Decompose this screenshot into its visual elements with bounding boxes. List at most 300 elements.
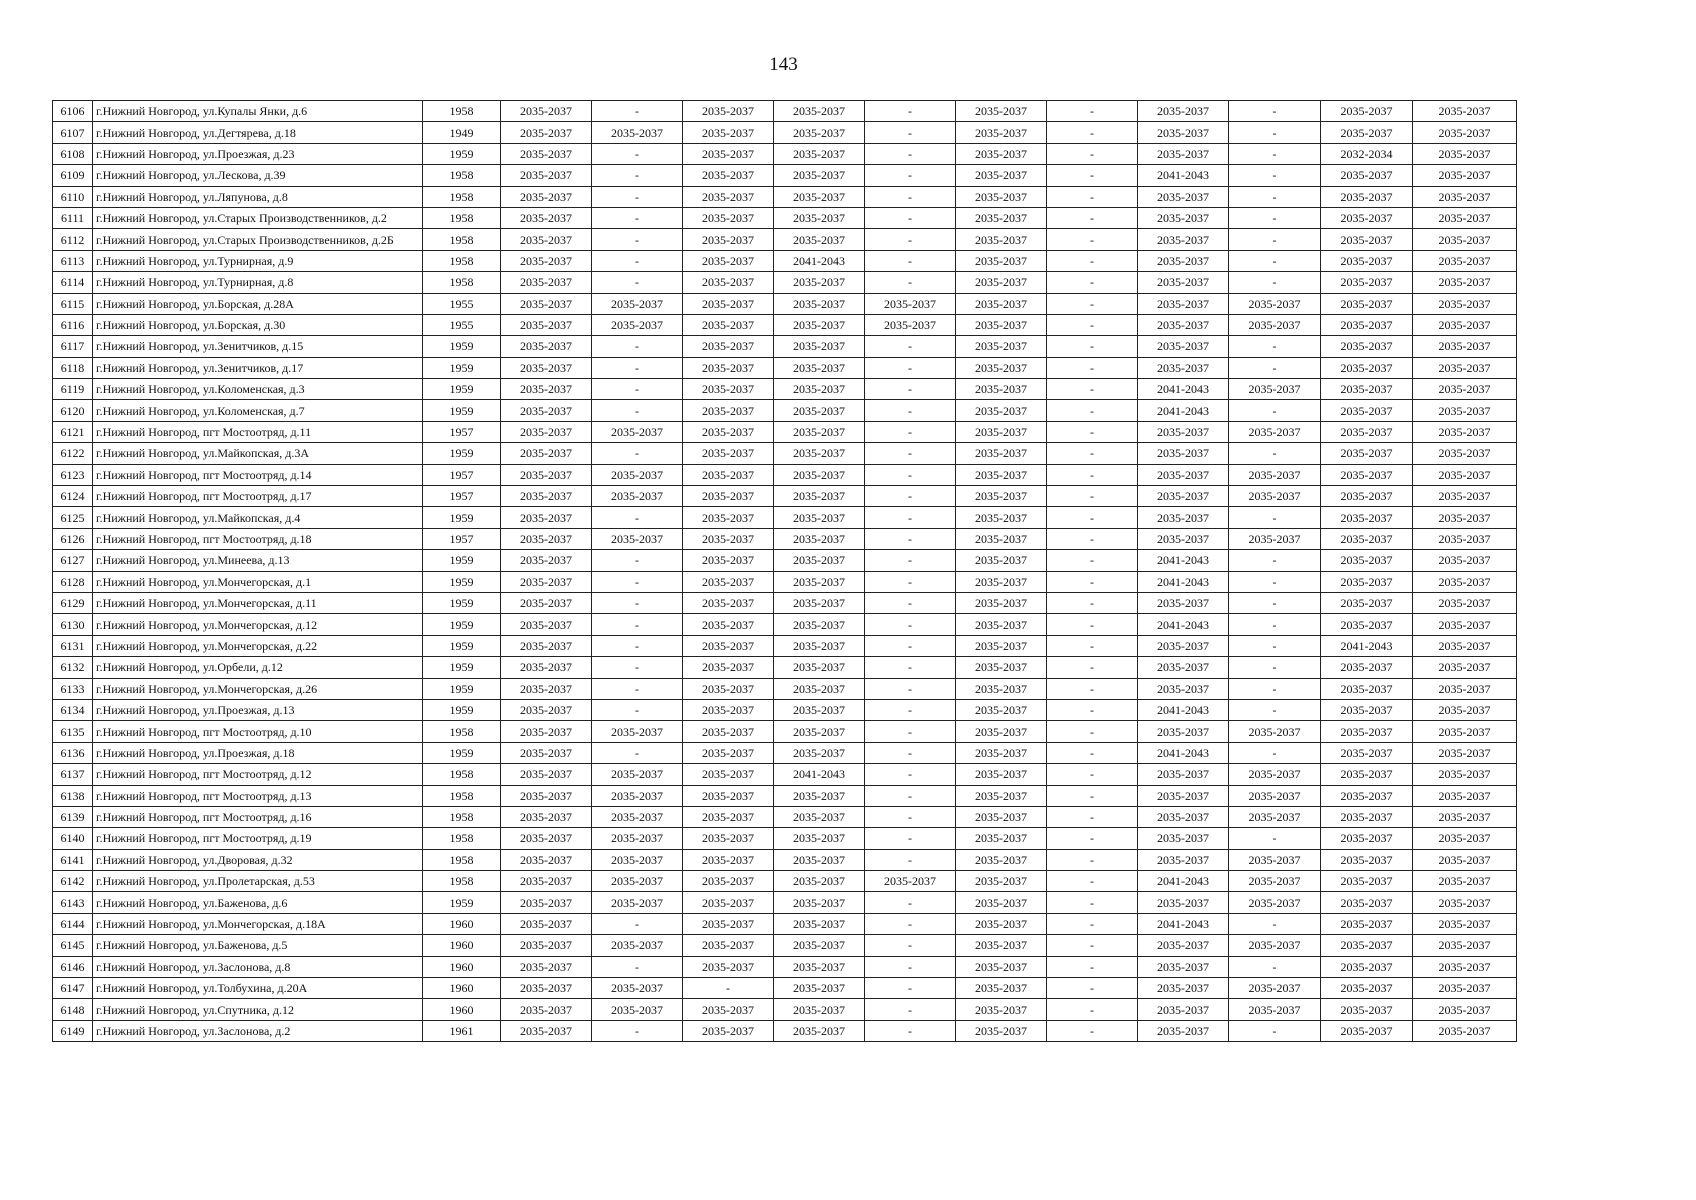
period-cell-9: - <box>1229 229 1321 250</box>
row-number-cell: 6127 <box>53 550 93 571</box>
period-cell-10: 2035-2037 <box>1321 507 1413 528</box>
period-cell-3: 2035-2037 <box>683 464 774 485</box>
period-cell-11: 2035-2037 <box>1413 828 1517 849</box>
period-cell-2: - <box>592 1020 683 1041</box>
period-cell-1: 2035-2037 <box>501 742 592 763</box>
period-cell-10: 2035-2037 <box>1321 464 1413 485</box>
row-number-cell: 6106 <box>53 101 93 122</box>
row-number-cell: 6121 <box>53 421 93 442</box>
period-cell-3: 2035-2037 <box>683 892 774 913</box>
period-cell-4: 2035-2037 <box>774 978 865 999</box>
period-cell-9: - <box>1229 1020 1321 1041</box>
period-cell-6: 2035-2037 <box>956 464 1047 485</box>
table-row <box>53 999 1517 1020</box>
period-cell-3: 2035-2037 <box>683 379 774 400</box>
period-cell-3: 2035-2037 <box>683 721 774 742</box>
period-cell-4: 2035-2037 <box>774 999 865 1020</box>
period-cell-11: 2035-2037 <box>1413 614 1517 635</box>
period-cell-4: 2035-2037 <box>774 592 865 613</box>
period-cell-9: - <box>1229 400 1321 421</box>
period-cell-11: 2035-2037 <box>1413 999 1517 1020</box>
period-cell-7: - <box>1047 528 1138 549</box>
period-cell-3: 2035-2037 <box>683 592 774 613</box>
year-cell: 1949 <box>423 122 501 143</box>
period-cell-4: 2035-2037 <box>774 699 865 720</box>
period-cell-1: 2035-2037 <box>501 229 592 250</box>
table-row <box>53 892 1517 913</box>
year-cell: 1960 <box>423 999 501 1020</box>
row-number-cell: 6111 <box>53 207 93 228</box>
period-cell-1: 2035-2037 <box>501 464 592 485</box>
row-number-cell: 6114 <box>53 272 93 293</box>
period-cell-3: 2035-2037 <box>683 828 774 849</box>
period-cell-1: 2035-2037 <box>501 250 592 271</box>
row-number-cell: 6148 <box>53 999 93 1020</box>
address-cell: г.Нижний Новгород, ул.Майкопская, д.4 <box>93 507 423 528</box>
period-cell-11: 2035-2037 <box>1413 956 1517 977</box>
period-cell-8: 2035-2037 <box>1138 143 1229 164</box>
period-cell-8: 2041-2043 <box>1138 699 1229 720</box>
period-cell-8: 2035-2037 <box>1138 314 1229 335</box>
period-cell-7: - <box>1047 678 1138 699</box>
period-cell-2: - <box>592 165 683 186</box>
row-number-cell: 6116 <box>53 314 93 335</box>
table-row <box>53 699 1517 720</box>
period-cell-2: - <box>592 250 683 271</box>
period-cell-4: 2035-2037 <box>774 935 865 956</box>
address-cell: г.Нижний Новгород, ул.Зенитчиков, д.15 <box>93 336 423 357</box>
table-row <box>53 657 1517 678</box>
period-cell-3: 2035-2037 <box>683 400 774 421</box>
period-cell-6: 2035-2037 <box>956 764 1047 785</box>
period-cell-10: 2035-2037 <box>1321 956 1413 977</box>
period-cell-2: 2035-2037 <box>592 486 683 507</box>
year-cell: 1959 <box>423 892 501 913</box>
period-cell-7: - <box>1047 122 1138 143</box>
period-cell-1: 2035-2037 <box>501 935 592 956</box>
table-row <box>53 143 1517 164</box>
address-cell: г.Нижний Новгород, ул.Толбухина, д.20А <box>93 978 423 999</box>
table-row <box>53 1020 1517 1041</box>
period-cell-7: - <box>1047 229 1138 250</box>
period-cell-2: 2035-2037 <box>592 892 683 913</box>
table-row <box>53 828 1517 849</box>
period-cell-1: 2035-2037 <box>501 400 592 421</box>
period-cell-10: 2035-2037 <box>1321 1020 1413 1041</box>
period-cell-4: 2035-2037 <box>774 956 865 977</box>
period-cell-7: - <box>1047 250 1138 271</box>
period-cell-9: - <box>1229 592 1321 613</box>
period-cell-8: 2035-2037 <box>1138 464 1229 485</box>
period-cell-11: 2035-2037 <box>1413 421 1517 442</box>
period-cell-9: - <box>1229 122 1321 143</box>
period-cell-9: 2035-2037 <box>1229 999 1321 1020</box>
period-cell-10: 2041-2043 <box>1321 635 1413 656</box>
period-cell-2: - <box>592 229 683 250</box>
address-cell: г.Нижний Новгород, ул.Коломенская, д.3 <box>93 379 423 400</box>
period-cell-8: 2035-2037 <box>1138 101 1229 122</box>
period-cell-10: 2035-2037 <box>1321 101 1413 122</box>
period-cell-1: 2035-2037 <box>501 592 592 613</box>
address-cell: г.Нижний Новгород, ул.Пролетарская, д.53 <box>93 871 423 892</box>
year-cell: 1958 <box>423 785 501 806</box>
period-cell-3: 2035-2037 <box>683 1020 774 1041</box>
table-row <box>53 913 1517 934</box>
table-row <box>53 956 1517 977</box>
period-cell-9: 2035-2037 <box>1229 849 1321 870</box>
period-cell-1: 2035-2037 <box>501 1020 592 1041</box>
row-number-cell: 6126 <box>53 528 93 549</box>
table-body <box>53 101 1517 1042</box>
period-cell-2: - <box>592 207 683 228</box>
address-cell: г.Нижний Новгород, пгт Мостоотряд, д.11 <box>93 421 423 442</box>
period-cell-8: 2035-2037 <box>1138 828 1229 849</box>
period-cell-9: - <box>1229 571 1321 592</box>
period-cell-2: - <box>592 635 683 656</box>
row-number-cell: 6130 <box>53 614 93 635</box>
row-number-cell: 6122 <box>53 443 93 464</box>
period-cell-8: 2035-2037 <box>1138 935 1229 956</box>
table-row <box>53 229 1517 250</box>
period-cell-7: - <box>1047 443 1138 464</box>
period-cell-7: - <box>1047 913 1138 934</box>
row-number-cell: 6128 <box>53 571 93 592</box>
period-cell-1: 2035-2037 <box>501 336 592 357</box>
period-cell-8: 2035-2037 <box>1138 657 1229 678</box>
period-cell-11: 2035-2037 <box>1413 229 1517 250</box>
period-cell-1: 2035-2037 <box>501 186 592 207</box>
period-cell-11: 2035-2037 <box>1413 528 1517 549</box>
table-row <box>53 165 1517 186</box>
address-cell: г.Нижний Новгород, ул.Мончегорская, д.18А <box>93 913 423 934</box>
period-cell-4: 2035-2037 <box>774 336 865 357</box>
period-cell-4: 2035-2037 <box>774 507 865 528</box>
period-cell-6: 2035-2037 <box>956 507 1047 528</box>
period-cell-1: 2035-2037 <box>501 421 592 442</box>
period-cell-5: 2035-2037 <box>865 314 956 335</box>
period-cell-11: 2035-2037 <box>1413 913 1517 934</box>
period-cell-5: - <box>865 550 956 571</box>
year-cell: 1957 <box>423 486 501 507</box>
period-cell-3: 2035-2037 <box>683 871 774 892</box>
row-number-cell: 6149 <box>53 1020 93 1041</box>
year-cell: 1959 <box>423 571 501 592</box>
period-cell-6: 2035-2037 <box>956 828 1047 849</box>
period-cell-1: 2035-2037 <box>501 379 592 400</box>
period-cell-7: - <box>1047 956 1138 977</box>
address-cell: г.Нижний Новгород, ул.Баженова, д.6 <box>93 892 423 913</box>
period-cell-5: - <box>865 400 956 421</box>
period-cell-7: - <box>1047 165 1138 186</box>
period-cell-1: 2035-2037 <box>501 828 592 849</box>
period-cell-9: 2035-2037 <box>1229 421 1321 442</box>
period-cell-9: 2035-2037 <box>1229 486 1321 507</box>
period-cell-3: 2035-2037 <box>683 913 774 934</box>
row-number-cell: 6140 <box>53 828 93 849</box>
period-cell-7: - <box>1047 143 1138 164</box>
period-cell-3: 2035-2037 <box>683 785 774 806</box>
period-cell-1: 2035-2037 <box>501 678 592 699</box>
table-row <box>53 785 1517 806</box>
period-cell-3: 2035-2037 <box>683 678 774 699</box>
period-cell-6: 2035-2037 <box>956 785 1047 806</box>
address-cell: г.Нижний Новгород, ул.Проезжая, д.18 <box>93 742 423 763</box>
period-cell-8: 2035-2037 <box>1138 956 1229 977</box>
period-cell-7: - <box>1047 892 1138 913</box>
address-cell: г.Нижний Новгород, пгт Мостоотряд, д.14 <box>93 464 423 485</box>
period-cell-8: 2041-2043 <box>1138 400 1229 421</box>
period-cell-7: - <box>1047 871 1138 892</box>
period-cell-10: 2035-2037 <box>1321 550 1413 571</box>
year-cell: 1958 <box>423 207 501 228</box>
period-cell-5: 2035-2037 <box>865 293 956 314</box>
period-cell-8: 2041-2043 <box>1138 913 1229 934</box>
period-cell-3: 2035-2037 <box>683 764 774 785</box>
period-cell-1: 2035-2037 <box>501 550 592 571</box>
address-cell: г.Нижний Новгород, ул.Майкопская, д.3А <box>93 443 423 464</box>
period-cell-11: 2035-2037 <box>1413 678 1517 699</box>
row-number-cell: 6117 <box>53 336 93 357</box>
period-cell-5: - <box>865 443 956 464</box>
address-cell: г.Нижний Новгород, ул.Спутника, д.12 <box>93 999 423 1020</box>
table-row <box>53 871 1517 892</box>
period-cell-1: 2035-2037 <box>501 871 592 892</box>
row-number-cell: 6133 <box>53 678 93 699</box>
period-cell-1: 2035-2037 <box>501 635 592 656</box>
table-row <box>53 721 1517 742</box>
period-cell-5: - <box>865 828 956 849</box>
year-cell: 1958 <box>423 165 501 186</box>
period-cell-11: 2035-2037 <box>1413 571 1517 592</box>
period-cell-5: - <box>865 357 956 378</box>
table-row <box>53 571 1517 592</box>
period-cell-10: 2035-2037 <box>1321 122 1413 143</box>
period-cell-3: 2035-2037 <box>683 165 774 186</box>
period-cell-2: 2035-2037 <box>592 293 683 314</box>
period-cell-10: 2035-2037 <box>1321 828 1413 849</box>
period-cell-1: 2035-2037 <box>501 956 592 977</box>
period-cell-4: 2035-2037 <box>774 421 865 442</box>
year-cell: 1958 <box>423 101 501 122</box>
period-cell-9: - <box>1229 657 1321 678</box>
period-cell-10: 2035-2037 <box>1321 571 1413 592</box>
table-row <box>53 421 1517 442</box>
period-cell-4: 2035-2037 <box>774 828 865 849</box>
period-cell-11: 2035-2037 <box>1413 486 1517 507</box>
address-cell: г.Нижний Новгород, ул.Дегтярева, д.18 <box>93 122 423 143</box>
address-cell: г.Нижний Новгород, ул.Орбели, д.12 <box>93 657 423 678</box>
period-cell-2: - <box>592 143 683 164</box>
period-cell-10: 2035-2037 <box>1321 657 1413 678</box>
period-cell-8: 2041-2043 <box>1138 871 1229 892</box>
period-cell-6: 2035-2037 <box>956 400 1047 421</box>
period-cell-5: - <box>865 186 956 207</box>
period-cell-1: 2035-2037 <box>501 785 592 806</box>
period-cell-2: 2035-2037 <box>592 935 683 956</box>
period-cell-8: 2035-2037 <box>1138 293 1229 314</box>
address-cell: г.Нижний Новгород, пгт Мостоотряд, д.19 <box>93 828 423 849</box>
row-number-cell: 6113 <box>53 250 93 271</box>
period-cell-11: 2035-2037 <box>1413 935 1517 956</box>
period-cell-1: 2035-2037 <box>501 806 592 827</box>
period-cell-8: 2035-2037 <box>1138 207 1229 228</box>
address-cell: г.Нижний Новгород, пгт Мостоотряд, д.12 <box>93 764 423 785</box>
period-cell-2: 2035-2037 <box>592 999 683 1020</box>
period-cell-5: - <box>865 657 956 678</box>
period-cell-10: 2035-2037 <box>1321 978 1413 999</box>
period-cell-10: 2035-2037 <box>1321 272 1413 293</box>
period-cell-5: - <box>865 229 956 250</box>
period-cell-8: 2035-2037 <box>1138 272 1229 293</box>
period-cell-6: 2035-2037 <box>956 678 1047 699</box>
period-cell-4: 2035-2037 <box>774 635 865 656</box>
period-cell-1: 2035-2037 <box>501 122 592 143</box>
period-cell-5: - <box>865 956 956 977</box>
period-cell-6: 2035-2037 <box>956 165 1047 186</box>
period-cell-11: 2035-2037 <box>1413 186 1517 207</box>
period-cell-4: 2035-2037 <box>774 1020 865 1041</box>
table-row <box>53 507 1517 528</box>
period-cell-11: 2035-2037 <box>1413 978 1517 999</box>
period-cell-5: - <box>865 165 956 186</box>
table-row <box>53 336 1517 357</box>
period-cell-1: 2035-2037 <box>501 528 592 549</box>
table-row <box>53 678 1517 699</box>
row-number-cell: 6146 <box>53 956 93 977</box>
period-cell-7: - <box>1047 486 1138 507</box>
period-cell-10: 2035-2037 <box>1321 785 1413 806</box>
year-cell: 1959 <box>423 379 501 400</box>
period-cell-6: 2035-2037 <box>956 314 1047 335</box>
period-cell-4: 2035-2037 <box>774 528 865 549</box>
period-cell-6: 2035-2037 <box>956 122 1047 143</box>
period-cell-11: 2035-2037 <box>1413 400 1517 421</box>
table-row <box>53 443 1517 464</box>
period-cell-9: - <box>1229 165 1321 186</box>
address-cell: г.Нижний Новгород, ул.Дворовая, д.32 <box>93 849 423 870</box>
address-cell: г.Нижний Новгород, ул.Мончегорская, д.12 <box>93 614 423 635</box>
table-row <box>53 550 1517 571</box>
period-cell-11: 2035-2037 <box>1413 764 1517 785</box>
period-cell-8: 2035-2037 <box>1138 764 1229 785</box>
period-cell-11: 2035-2037 <box>1413 314 1517 335</box>
year-cell: 1958 <box>423 250 501 271</box>
period-cell-3: 2035-2037 <box>683 336 774 357</box>
period-cell-4: 2035-2037 <box>774 186 865 207</box>
period-cell-6: 2035-2037 <box>956 443 1047 464</box>
table-row <box>53 978 1517 999</box>
period-cell-4: 2035-2037 <box>774 293 865 314</box>
period-cell-1: 2035-2037 <box>501 571 592 592</box>
address-cell: г.Нижний Новгород, ул.Заслонова, д.8 <box>93 956 423 977</box>
period-cell-3: 2035-2037 <box>683 122 774 143</box>
period-cell-9: - <box>1229 635 1321 656</box>
period-cell-8: 2035-2037 <box>1138 357 1229 378</box>
period-cell-7: - <box>1047 464 1138 485</box>
period-cell-7: - <box>1047 978 1138 999</box>
period-cell-4: 2035-2037 <box>774 229 865 250</box>
period-cell-11: 2035-2037 <box>1413 699 1517 720</box>
period-cell-2: 2035-2037 <box>592 122 683 143</box>
period-cell-1: 2035-2037 <box>501 849 592 870</box>
row-number-cell: 6135 <box>53 721 93 742</box>
address-cell: г.Нижний Новгород, ул.Минеева, д.13 <box>93 550 423 571</box>
period-cell-7: - <box>1047 635 1138 656</box>
row-number-cell: 6110 <box>53 186 93 207</box>
period-cell-9: 2035-2037 <box>1229 892 1321 913</box>
period-cell-4: 2035-2037 <box>774 806 865 827</box>
table-row <box>53 592 1517 613</box>
period-cell-6: 2035-2037 <box>956 528 1047 549</box>
year-cell: 1959 <box>423 742 501 763</box>
period-cell-3: 2035-2037 <box>683 507 774 528</box>
period-cell-2: - <box>592 379 683 400</box>
period-cell-6: 2035-2037 <box>956 849 1047 870</box>
year-cell: 1955 <box>423 293 501 314</box>
period-cell-5: - <box>865 592 956 613</box>
period-cell-5: - <box>865 336 956 357</box>
period-cell-11: 2035-2037 <box>1413 742 1517 763</box>
period-cell-6: 2035-2037 <box>956 250 1047 271</box>
period-cell-5: - <box>865 913 956 934</box>
table-row <box>53 101 1517 122</box>
period-cell-7: - <box>1047 357 1138 378</box>
period-cell-3: 2035-2037 <box>683 143 774 164</box>
period-cell-2: 2035-2037 <box>592 828 683 849</box>
period-cell-5: - <box>865 978 956 999</box>
period-cell-8: 2041-2043 <box>1138 742 1229 763</box>
period-cell-9: 2035-2037 <box>1229 806 1321 827</box>
period-cell-3: 2035-2037 <box>683 699 774 720</box>
period-cell-10: 2035-2037 <box>1321 935 1413 956</box>
period-cell-7: - <box>1047 400 1138 421</box>
year-cell: 1961 <box>423 1020 501 1041</box>
year-cell: 1959 <box>423 507 501 528</box>
period-cell-8: 2041-2043 <box>1138 550 1229 571</box>
period-cell-10: 2035-2037 <box>1321 999 1413 1020</box>
period-cell-9: - <box>1229 699 1321 720</box>
period-cell-8: 2041-2043 <box>1138 379 1229 400</box>
period-cell-6: 2035-2037 <box>956 592 1047 613</box>
year-cell: 1960 <box>423 956 501 977</box>
year-cell: 1959 <box>423 357 501 378</box>
period-cell-1: 2035-2037 <box>501 892 592 913</box>
period-cell-2: - <box>592 336 683 357</box>
period-cell-10: 2035-2037 <box>1321 293 1413 314</box>
row-number-cell: 6124 <box>53 486 93 507</box>
period-cell-2: 2035-2037 <box>592 785 683 806</box>
address-cell: г.Нижний Новгород, ул.Коломенская, д.7 <box>93 400 423 421</box>
period-cell-2: 2035-2037 <box>592 528 683 549</box>
address-cell: г.Нижний Новгород, ул.Турнирная, д.8 <box>93 272 423 293</box>
period-cell-10: 2035-2037 <box>1321 721 1413 742</box>
period-cell-3: 2035-2037 <box>683 314 774 335</box>
period-cell-8: 2041-2043 <box>1138 614 1229 635</box>
period-cell-2: 2035-2037 <box>592 764 683 785</box>
address-cell: г.Нижний Новгород, ул.Турнирная, д.9 <box>93 250 423 271</box>
period-cell-10: 2035-2037 <box>1321 186 1413 207</box>
period-cell-4: 2035-2037 <box>774 550 865 571</box>
period-cell-5: - <box>865 721 956 742</box>
row-number-cell: 6120 <box>53 400 93 421</box>
year-cell: 1959 <box>423 336 501 357</box>
period-cell-5: - <box>865 999 956 1020</box>
period-cell-9: - <box>1229 207 1321 228</box>
period-cell-9: - <box>1229 742 1321 763</box>
period-cell-4: 2035-2037 <box>774 892 865 913</box>
period-cell-3: 2035-2037 <box>683 486 774 507</box>
period-cell-10: 2035-2037 <box>1321 614 1413 635</box>
